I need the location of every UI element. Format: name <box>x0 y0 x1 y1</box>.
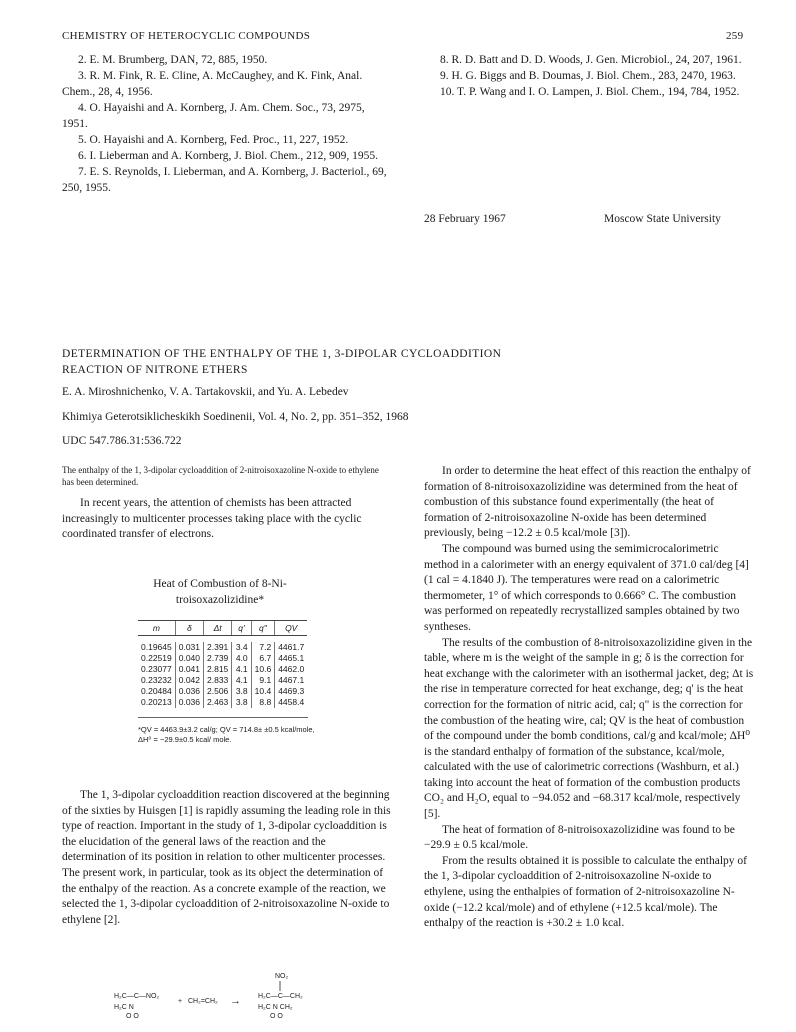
column-header: δ <box>175 621 203 636</box>
table-caption-line: troisoxazolizidine* <box>175 594 265 606</box>
column-header: QV <box>275 621 308 636</box>
table-cell: 2.739 <box>204 653 232 664</box>
reference: 5. O. Hayaishi and A. Kornberg, Fed. Proc., 11, 227, 1952. <box>78 134 349 146</box>
article-title <box>62 346 501 378</box>
table-cell: 2.833 <box>204 675 232 686</box>
column-header: m <box>138 621 175 636</box>
table-cell: 0.20484 <box>141 686 172 696</box>
table-cell: 4469.3 <box>275 686 308 697</box>
table-cell: 3.8 <box>232 697 251 708</box>
table-cell: 0.041 <box>175 664 203 675</box>
table-row <box>138 686 307 697</box>
column-header: q" <box>251 621 275 636</box>
scheme-product: H₂C N CH₂ <box>258 1004 293 1011</box>
scheme-arrow: → <box>230 995 241 1007</box>
references-left <box>62 52 392 196</box>
column-header: Δt <box>204 621 232 636</box>
table-cell: 0.042 <box>175 675 203 686</box>
reference: 9. H. G. Biggs and B. Doumas, J. Biol. Chem., 283, 2470, 1963. <box>440 70 736 82</box>
reaction-scheme <box>100 968 360 1024</box>
paragraph: From the results obtained it is possible to calculate the enthalpy of the 1, 3-dipolar cycloaddition of 2-nitroisoxazoline N-oxide to ethylene, using the enthalpies of formation of 2-nitroisoxazoline N-oxide (−12.2 kcal/mole) and of ethylene (+12.5 kcal/mole). The enthalpy of the reaction is +30.2 ± 1.0 kcal. <box>424 854 748 930</box>
combustion-table <box>138 620 307 708</box>
table-row <box>138 653 307 664</box>
table-cell: 0.23077 <box>141 664 172 674</box>
affiliation: Moscow State University <box>604 213 721 225</box>
references-right <box>424 52 754 100</box>
table-caption-line: Heat of Combustion of 8-Ni- <box>153 578 287 590</box>
paragraph: In recent years, the attention of chemists has been attracted increasingly to multicenter processes taking place with the cyclic coordinated transfer of electrons. <box>62 497 362 541</box>
reaction-scheme-drawing <box>100 968 360 1024</box>
table-cell: 0.19645 <box>141 642 172 652</box>
table-cell: 4467.1 <box>275 675 308 686</box>
reference: 10. T. P. Wang and I. O. Lampen, J. Biol. Chem., 194, 784, 1952. <box>440 86 740 98</box>
table-cell: 2.815 <box>204 664 232 675</box>
table-footnote: *QV = 4463.9±3.2 cal/g; QV = 714.8± ±0.5 kcal/mole, ΔH⁰ = −29.9±0.5 kcal/ mole. <box>138 725 315 744</box>
table-row <box>138 664 307 675</box>
paragraph: The compound was burned using the semimicrocalorimetric method in a calorimeter with an energy equivalent of 371.0 cal/deg [4] (1 cal = 4.1840 J). The temperatures were read on a calorimetric thermometer, 1° of which corresponds to 0.666° C. The combustion was performed on repeatedly recrystallized samples obtained by two syntheses. <box>424 542 749 633</box>
scheme-reactant-1: H₂C—C—NO₂ <box>114 993 160 1000</box>
reference: 4. O. Hayaishi and A. Kornberg, J. Am. Chem. Soc., 73, 2975, 1951. <box>62 102 365 130</box>
table-cell: 0.031 <box>175 642 203 653</box>
table-row <box>138 642 307 653</box>
table-row <box>138 675 307 686</box>
left-body <box>62 788 392 928</box>
table-cell: 0.040 <box>175 653 203 664</box>
abstract: The enthalpy of the 1, 3-dipolar cycloaddition of 2-nitroisoxazoline N-oxide to ethylene has been determined. <box>62 465 379 487</box>
reference: 7. E. S. Reynolds, I. Lieberman, and A. Kornberg, J. Bacteriol., 69, 250, 1955. <box>62 166 387 194</box>
table-caption <box>130 576 310 608</box>
table-cell: 4.1 <box>232 664 251 675</box>
table-cell: 4.1 <box>232 675 251 686</box>
reference: 8. R. D. Batt and D. D. Woods, J. Gen. Microbiol., 24, 207, 1961. <box>440 54 742 66</box>
table-cell: 3.8 <box>232 686 251 697</box>
table-row <box>138 697 307 708</box>
received-date: 28 February 1967 <box>424 213 506 225</box>
scheme-plus: + <box>178 998 183 1005</box>
table-cell: 0.22519 <box>141 653 172 663</box>
table-cell: 4458.4 <box>275 697 308 708</box>
table-cell: 0.23232 <box>141 675 172 685</box>
scheme-reactant-1: H₂C N <box>114 1004 134 1011</box>
table-cell: 0.036 <box>175 686 203 697</box>
table-header-row <box>138 621 307 636</box>
table-cell: 6.7 <box>251 653 275 664</box>
reference: 2. E. M. Brumberg, DAN, 72, 885, 1950. <box>78 54 268 66</box>
table-cell: 4461.7 <box>275 642 308 653</box>
table-cell: 2.391 <box>204 642 232 653</box>
source-citation: Khimiya Geterotsiklicheskikh Soedinenii, Vol. 4, No. 2, pp. 351–352, 1968 <box>62 411 409 423</box>
paragraph: The results of the combustion of 8-nitroisoxazolizidine given in the table, where m is the weight of the sample in g; δ is the correction for heat exchange with the calorimeter with an isothermal jacket, deg; Δt is the rise in temperature corrected for heat exchange, deg; q' is the heat correction for the formation of nitric acid, cal; q" is the correction for the combustion of the heating wire, cal; QV is the heat of combustion of the compound under the bomb conditions, cal/g and kcal/mole; ΔH⁰ is the standard enthalpy of formation of the substance, kcal/mole, calculated with the use of calorimetric corrections (Washburn, et al.) taking into account the heat of formation of the combustion products CO₂ and H₂O, equal to −94.052 and −68.317 kcal/mole, respectively [5]. <box>424 636 754 821</box>
paragraph: In order to determine the heat effect of this reaction the enthalpy of formation of 8-nitroisoxazolizidine was determined from the heat of combustion of this substance found experimentally (the heat of formation of 2-nitroisoxazoline N-oxide has been determined previously, being −12.2 ± 0.5 kcal/mole [3]). <box>424 465 751 540</box>
table-cell: 4462.0 <box>275 664 308 675</box>
table-cell: 10.6 <box>251 664 275 675</box>
article-title-line: DETERMINATION OF THE ENTHALPY OF THE 1, 3-DIPOLAR CYCLOADDITION <box>62 348 502 360</box>
page-number: 259 <box>726 30 744 42</box>
table-cell: 0.036 <box>175 697 203 708</box>
scheme-reactant-2: CH₂=CH₂ <box>188 998 218 1005</box>
table-cell: 8.8 <box>251 697 275 708</box>
journal-header: CHEMISTRY OF HETEROCYCLIC COMPOUNDS <box>62 30 311 42</box>
table-cell: 2.506 <box>204 686 232 697</box>
table-cell: 9.1 <box>251 675 275 686</box>
table-cell: 0.20213 <box>141 697 172 707</box>
reference: 3. R. M. Fink, R. E. Cline, A. McCaughey, and K. Fink, Anal. Chem., 28, 4, 1956. <box>62 70 363 98</box>
table-cell: 10.4 <box>251 686 275 697</box>
authors: E. A. Miroshnichenko, V. A. Tartakovskii, and Yu. A. Lebedev <box>62 386 349 398</box>
scheme-product: O O <box>270 1013 283 1020</box>
table-cell: 2.463 <box>204 697 232 708</box>
table-cell: 4.0 <box>232 653 251 664</box>
paragraph: The heat of formation of 8-nitroisoxazolizidine was found to be −29.9 ± 0.5 kcal/mole. <box>424 823 735 852</box>
scheme-product: H₂C—C—CH₂ <box>258 993 303 1000</box>
scheme-product: NO₂ <box>275 973 289 980</box>
udc-code: UDC 547.786.31:536.722 <box>62 435 182 447</box>
table-cell: 4465.1 <box>275 653 308 664</box>
article-title-line: REACTION OF NITRONE ETHERS <box>62 364 248 376</box>
reference: 6. I. Lieberman and A. Kornberg, J. Biol. Chem., 212, 909, 1955. <box>78 150 379 162</box>
table-cell: 7.2 <box>251 642 275 653</box>
table-bottom-rule <box>138 717 308 718</box>
scheme-reactant-1: O O <box>126 1013 139 1020</box>
column-header: q' <box>232 621 251 636</box>
table-cell: 3.4 <box>232 642 251 653</box>
paragraph: The 1, 3-dipolar cycloaddition reaction discovered at the beginning of the sixties by Huisgen [1] is rapidly assuming the leading role in this type of reaction. Important in the study of 1, 3-dipolar cycloaddition is the elucidation of the general laws of the reaction and the determination of its position in relation to other multicenter processes. The present work, in particular, took as its object the determination of the enthalpy of the reaction. As a concrete example of the reaction, we selected the 1, 3-dipolar cycloaddition of 2-nitroisoxazoline N-oxide to ethylene [2]. <box>62 789 391 926</box>
right-body <box>424 464 754 932</box>
left-intro <box>62 496 392 543</box>
